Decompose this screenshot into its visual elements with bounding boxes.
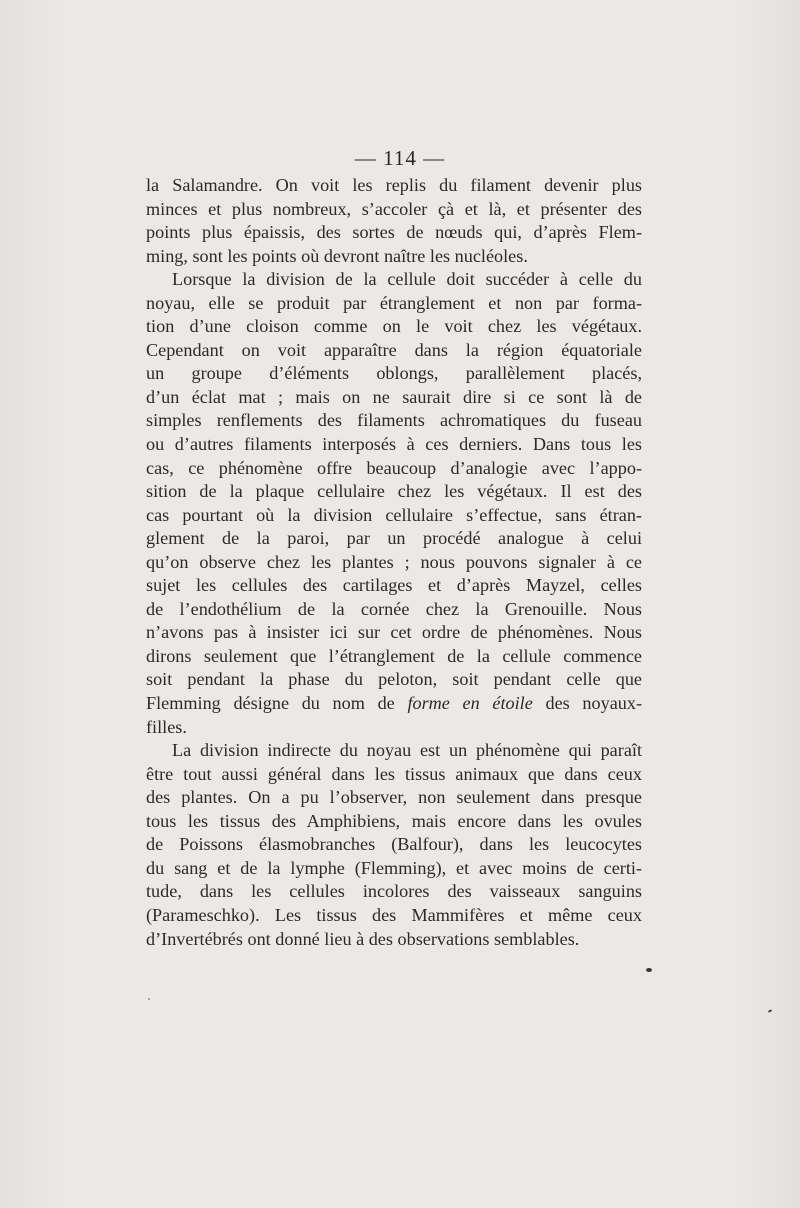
text-line [146, 527, 642, 551]
text-segment: être tout aussi général dans les tissus animaux que dans ceux [146, 763, 642, 784]
text-line [146, 880, 642, 904]
text-segment: filles. [146, 716, 187, 737]
text-line [146, 786, 642, 810]
text-line [146, 268, 642, 292]
text-segment: d’Invertébrés ont donné lieu à des observations semblables. [146, 928, 580, 949]
ink-speck [768, 1009, 772, 1013]
text-line [146, 739, 642, 763]
text-line [146, 504, 642, 528]
text-line [146, 810, 642, 834]
text-segment: points plus épaissis, des sortes de nœuds qui, d’après Flem- [146, 222, 642, 243]
text-segment: du sang et de la lymphe (Flemming), et avec moins de certi- [146, 857, 642, 878]
text-segment: des noyaux- [545, 693, 642, 714]
text-line [146, 221, 642, 245]
text-line [146, 857, 642, 881]
text-segment: tous les tissus des Amphibiens, mais encore dans les ovules [146, 810, 642, 831]
text-line [146, 928, 642, 952]
text-line [146, 621, 642, 645]
text-segment: glement de la paroi, par un procédé analogue à celui [146, 528, 642, 549]
text-segment: n’avons pas à insister ici sur cet ordre de phénomènes. Nous [146, 622, 642, 643]
text-segment: d’un éclat mat ; mais on ne saurait dire si ce sont là de [146, 386, 642, 407]
ink-speck [646, 968, 652, 972]
text-segment: minces et plus nombreux, s’accoler çà et là, et présenter des [146, 198, 642, 219]
text-segment: ou d’autres filaments interposés à ces derniers. Dans tous les [146, 434, 642, 455]
text-segment: (Parameschko). Les tissus des Mammifères et même ceux [146, 904, 642, 925]
text-line [146, 716, 642, 740]
text-line [146, 174, 642, 198]
text-segment: sition de la plaque cellulaire chez les végétaux. Il est des [146, 481, 642, 502]
text-line [146, 668, 642, 692]
text-line [146, 245, 642, 269]
italic-term: forme en étoile [407, 693, 533, 714]
text-line [146, 833, 642, 857]
text-segment: sujet les cellules des cartilages et d’après Mayzel, celles [146, 575, 642, 596]
text-line [146, 198, 642, 222]
text-line [146, 763, 642, 787]
text-segment: de Poissons élasmobranches (Balfour), dans les leucocytes [146, 834, 642, 855]
text-line [146, 480, 642, 504]
text-segment: tion d’une cloison comme on le voit chez les végétaux. [146, 316, 642, 337]
page-number: — 114 — [354, 146, 446, 170]
text-line [146, 433, 642, 457]
text-segment: tude, dans les cellules incolores des vaisseaux sanguins [146, 881, 642, 902]
text-segment: Lorsque la division de la cellule doit succéder à celle du [172, 269, 642, 290]
text-line [146, 692, 642, 716]
text-segment: ming, sont les points où devront naître les nucléoles. [146, 245, 528, 266]
text-line [146, 551, 642, 575]
text-segment: simples renflements des filaments achromatiques du fuseau [146, 410, 642, 431]
text-segment: cas pourtant où la division cellulaire s’effectue, sans étran- [146, 504, 642, 525]
text-segment: de l’endothélium de la cornée chez la Grenouille. Nous [146, 598, 642, 619]
text-segment: qu’on observe chez les plantes ; nous pouvons signaler à ce [146, 551, 642, 572]
text-line [146, 386, 642, 410]
ink-speck [148, 998, 150, 1000]
text-line [146, 292, 642, 316]
text-line [146, 339, 642, 363]
text-segment: cas, ce phénomène offre beaucoup d’analogie avec l’appo- [146, 457, 642, 478]
body-text [146, 174, 642, 951]
text-line [146, 574, 642, 598]
text-segment: des plantes. On a pu l’observer, non seulement dans presque [146, 787, 642, 808]
text-segment: La division indirecte du noyau est un phénomène qui paraît [172, 740, 642, 761]
text-segment: soit pendant la phase du peloton, soit pendant celle que [146, 669, 642, 690]
text-line [146, 598, 642, 622]
text-segment: Flemming désigne du nom de [146, 693, 395, 714]
text-line [146, 457, 642, 481]
text-line [146, 645, 642, 669]
text-line [146, 904, 642, 928]
text-segment: Cependant on voit apparaître dans la région équatoriale [146, 339, 642, 360]
text-line [146, 362, 642, 386]
text-segment: noyau, elle se produit par étranglement et non par forma- [146, 292, 642, 313]
text-line [146, 315, 642, 339]
text-segment: un groupe d’éléments oblongs, parallèlement placés, [146, 363, 642, 384]
text-segment: la Salamandre. On voit les replis du filament devenir plus [146, 175, 642, 195]
text-segment: dirons seulement que l’étranglement de la cellule commence [146, 645, 642, 666]
text-line [146, 409, 642, 433]
